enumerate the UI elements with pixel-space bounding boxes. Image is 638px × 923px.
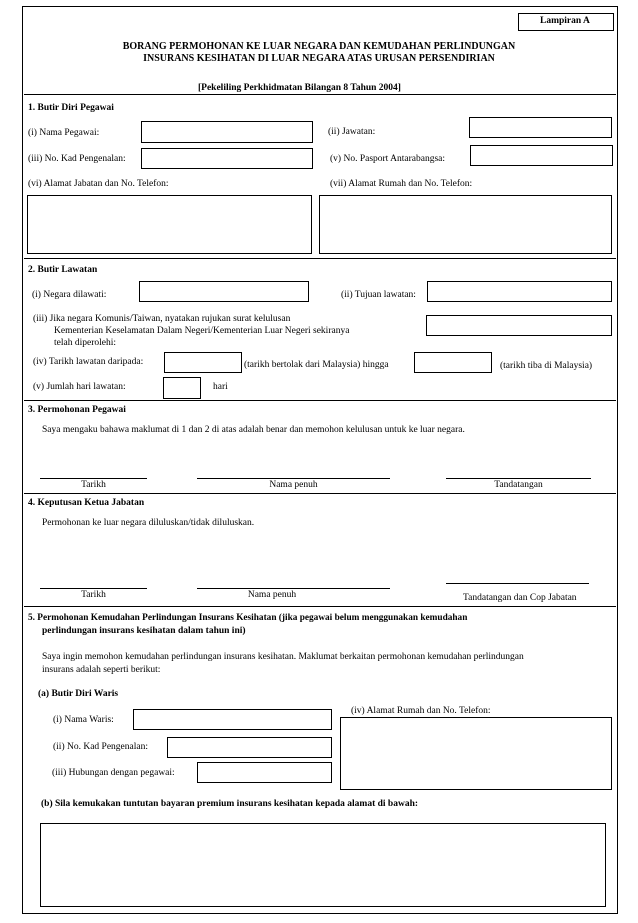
lampiran-label: Lampiran A bbox=[540, 16, 590, 26]
pasport-label: (v) No. Pasport Antarabangsa: bbox=[330, 154, 446, 164]
jawatan-label: (ii) Jawatan: bbox=[328, 127, 376, 137]
divider bbox=[24, 400, 616, 401]
tarikh-daripada-label: (iv) Tarikh lawatan daripada: bbox=[33, 357, 144, 367]
komunis-label-2: Kementerian Keselamatan Dalam Negeri/Kementerian Luar Negeri sekiranya bbox=[54, 326, 350, 336]
signature-line bbox=[197, 588, 390, 589]
alamat-jabatan-label: (vi) Alamat Jabatan dan No. Telefon: bbox=[28, 179, 169, 189]
section5-heading-line2: perlindungan insurans kesihatan dalam tahun ini) bbox=[42, 626, 246, 636]
komunis-label-3: telah diperolehi: bbox=[54, 338, 116, 348]
nama-penuh-caption: Nama penuh bbox=[247, 590, 297, 600]
nama-waris-label: (i) Nama Waris: bbox=[53, 715, 114, 725]
divider bbox=[24, 258, 616, 259]
section1-heading: 1. Butir Diri Pegawai bbox=[28, 103, 114, 113]
signature-line bbox=[40, 478, 147, 479]
tarikh-caption: Tarikh bbox=[81, 480, 106, 490]
form-title-line1: BORANG PERMOHONAN KE LUAR NEGARA DAN KEMUDAHAN PERLINDUNGAN bbox=[122, 41, 516, 52]
form-title-line2: INSURANS KESIHATAN DI LUAR NEGARA ATAS URUSAN PERSENDIRIAN bbox=[143, 53, 495, 64]
signature-line bbox=[197, 478, 390, 479]
tandatangan-cop-caption: Tandatangan dan Cop Jabatan bbox=[463, 593, 577, 603]
rujukan-kelulusan-field[interactable] bbox=[426, 315, 612, 336]
kad-pengenalan-waris-label: (ii) No. Kad Pengenalan: bbox=[53, 742, 148, 752]
section5-statement-line2: insurans adalah seperti berikut: bbox=[42, 665, 161, 675]
circular-reference: [Pekeliling Perkhidmatan Bilangan 8 Tahun 2004] bbox=[198, 83, 401, 93]
section5-statement-line1: Saya ingin memohon kemudahan perlindungan insurans kesihatan. Maklumat berkaitan permohonan kemudahan perlindungan bbox=[42, 652, 524, 662]
tuntutan-label: (b) Sila kemukakan tuntutan bayaran premium insurans kesihatan kepada alamat di bawah: bbox=[41, 799, 419, 809]
hubungan-field[interactable] bbox=[197, 762, 332, 783]
tarikh-caption: Tarikh bbox=[81, 590, 106, 600]
alamat-tuntutan-field[interactable] bbox=[40, 823, 606, 907]
divider bbox=[24, 94, 616, 95]
alamat-waris-label: (iv) Alamat Rumah dan No. Telefon: bbox=[351, 706, 491, 716]
jumlah-hari-field[interactable] bbox=[163, 377, 201, 399]
section4-heading: 4. Keputusan Ketua Jabatan bbox=[28, 498, 145, 508]
section3-heading: 3. Permohonan Pegawai bbox=[28, 405, 126, 415]
tarikh-daripada-field[interactable] bbox=[164, 352, 242, 373]
alamat-waris-field[interactable] bbox=[340, 717, 612, 790]
alamat-rumah-field[interactable] bbox=[319, 195, 612, 254]
hubungan-label: (iii) Hubungan dengan pegawai: bbox=[52, 768, 175, 778]
tiba-label: (tarikh tiba di Malaysia) bbox=[500, 361, 593, 371]
section4-statement: Permohonan ke luar negara diluluskan/tidak diluluskan. bbox=[42, 518, 255, 528]
jawatan-field[interactable] bbox=[469, 117, 612, 138]
alamat-rumah-label: (vii) Alamat Rumah dan No. Telefon: bbox=[330, 179, 473, 189]
divider bbox=[24, 493, 616, 494]
signature-line bbox=[446, 478, 591, 479]
signature-line bbox=[40, 588, 147, 589]
tandatangan-caption: Tandatangan bbox=[494, 480, 543, 490]
negara-label: (i) Negara dilawati: bbox=[32, 290, 107, 300]
nama-penuh-caption: Nama penuh bbox=[269, 480, 318, 490]
tujuan-field[interactable] bbox=[427, 281, 612, 302]
signature-line bbox=[446, 583, 589, 584]
section3-statement: Saya mengaku bahawa maklumat di 1 dan 2 di atas adalah benar dan memohon kelulusan untuk ke luar negara. bbox=[42, 425, 465, 435]
kad-pengenalan-label: (iii) No. Kad Pengenalan: bbox=[28, 154, 126, 164]
nama-waris-field[interactable] bbox=[133, 709, 332, 730]
alamat-jabatan-field[interactable] bbox=[27, 195, 312, 254]
pasport-field[interactable] bbox=[470, 145, 613, 166]
bertolak-label: (tarikh bertolak dari Malaysia) hingga bbox=[244, 360, 389, 370]
jumlah-hari-label: (v) Jumlah hari lawatan: bbox=[33, 382, 126, 392]
hari-label: hari bbox=[213, 382, 228, 392]
butir-waris-heading: (a) Butir Diri Waris bbox=[38, 689, 119, 699]
kad-pengenalan-field[interactable] bbox=[141, 148, 313, 169]
komunis-label-1: (iii) Jika negara Komunis/Taiwan, nyatakan rujukan surat kelulusan bbox=[33, 314, 291, 324]
section2-heading: 2. Butir Lawatan bbox=[28, 265, 98, 275]
tujuan-label: (ii) Tujuan lawatan: bbox=[341, 290, 416, 300]
divider bbox=[24, 606, 616, 607]
nama-pegawai-label: (i) Nama Pegawai: bbox=[28, 128, 100, 138]
negara-field[interactable] bbox=[139, 281, 309, 302]
nama-pegawai-field[interactable] bbox=[141, 121, 313, 143]
kad-pengenalan-waris-field[interactable] bbox=[167, 737, 332, 758]
section5-heading-line1: 5. Permohonan Kemudahan Perlindungan Insurans Kesihatan (jika pegawai belum menggunakan kemudahan bbox=[28, 613, 468, 623]
tarikh-hingga-field[interactable] bbox=[414, 352, 492, 373]
